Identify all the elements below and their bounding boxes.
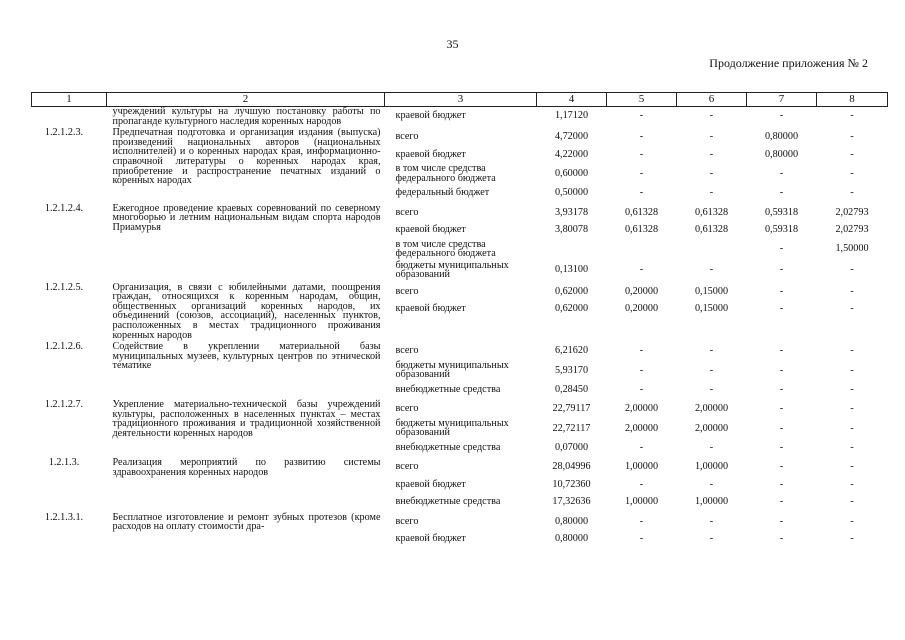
amount-value: - [850, 364, 854, 376]
amount-value [537, 239, 607, 260]
row-spacer [32, 548, 888, 550]
table-row [32, 458, 888, 511]
item-code: 1.2.1.2.3. [44, 127, 84, 139]
amount-cell [817, 513, 888, 548]
amount-value: - [779, 109, 784, 121]
amount-value: 0,62000 [554, 285, 589, 297]
funding-source: бюджеты муниципальных образований [395, 417, 509, 439]
amount-value: 0,61328 [694, 206, 729, 218]
amount-value: - [850, 285, 854, 297]
funding-source-cell [385, 107, 537, 127]
amount-value: - [779, 264, 784, 276]
amount-cell [537, 342, 607, 398]
table-row [32, 204, 888, 281]
amount-value: - [850, 478, 854, 490]
amount-value: 0,80000 [764, 131, 799, 143]
amount-value: - [709, 345, 714, 357]
amount-value: - [709, 167, 714, 179]
item-title: учреждений культуры на лучшую постановку работы по пропаганде культурного наследия коренных народов [112, 106, 381, 127]
page-number: 35 [446, 37, 459, 51]
budget-table [31, 92, 888, 550]
amount-value: 0,61328 [624, 224, 659, 236]
amount-value: - [779, 364, 784, 376]
funding-source: всего [395, 515, 419, 527]
amount-value: - [850, 515, 854, 527]
amount-cell [817, 458, 888, 511]
amount-value: - [639, 383, 644, 395]
amount-value: - [850, 131, 854, 143]
amount-value: - [779, 515, 784, 527]
table-row [32, 400, 888, 456]
amount-value: - [709, 383, 714, 395]
item-code: 1.2.1.2.7. [44, 399, 84, 411]
item-title: Бесплатное изготовление и ремонт зубных протезов (кроме расходов на оплату стоимости дра- [112, 511, 381, 533]
column-header: 7 [747, 93, 817, 107]
amount-value: 17,32636 [552, 496, 591, 508]
amount-value: - [779, 403, 784, 415]
amount-value: - [779, 461, 784, 473]
amount-value: - [850, 383, 854, 395]
amount-value: 3,80078 [554, 224, 589, 236]
amount-value: - [850, 345, 854, 357]
amount-cell [747, 458, 817, 511]
amount-value: - [709, 264, 714, 276]
amount-cell [607, 204, 677, 281]
amount-value: 1,50000 [835, 243, 869, 255]
amount-value: - [779, 285, 784, 297]
amount-cell [677, 204, 747, 281]
amount-value: - [850, 303, 854, 315]
amount-value: 0,59318 [764, 206, 799, 218]
amount-cell [677, 513, 747, 548]
amount-value: 4,22000 [554, 148, 589, 160]
amount-value: - [709, 148, 714, 160]
amount-value: - [639, 131, 644, 143]
amount-value: - [639, 515, 644, 527]
funding-source: всего [395, 345, 419, 357]
amount-value: - [850, 167, 854, 179]
amount-value: 0,61328 [694, 224, 729, 236]
amount-value: - [779, 496, 784, 508]
funding-source: бюджеты муниципальных образований [395, 259, 509, 281]
item-title: Предпечатная подготовка и организация издания (выпуска) произведений национальных авторов (национальных исполнителей) и о коренных народах края, информационно-справочной литературы о коренных народах края, приобретение и распространение печатных изданий о коренных народах [112, 127, 381, 187]
funding-source: в том числе средства федерального бюджета [395, 163, 496, 184]
item-code [32, 107, 107, 127]
amount-cell [607, 128, 677, 202]
amount-cell [747, 342, 817, 398]
amount-value: - [779, 383, 784, 395]
amount-value: - [779, 167, 784, 179]
funding-source: внебюджетные средства [395, 496, 501, 508]
amount-cell [537, 400, 607, 456]
amount-value: - [709, 478, 714, 490]
amount-value: - [850, 148, 854, 160]
amount-value: - [639, 441, 644, 453]
amount-cell [607, 342, 677, 398]
amount-value: 1,00000 [624, 496, 659, 508]
funding-source: бюджеты муниципальных образований [395, 359, 509, 381]
amount-value: - [779, 478, 784, 490]
amount-value: 28,04996 [552, 461, 591, 473]
amount-cell [817, 204, 888, 281]
amount-value: 0,13100 [554, 264, 589, 276]
amount-value: - [639, 167, 644, 179]
item-code: 1.2.1.2.5. [44, 281, 84, 293]
amount-cell [537, 107, 607, 127]
column-header: 4 [537, 93, 607, 107]
amount-value: - [779, 303, 784, 315]
amount-cell [677, 128, 747, 202]
amount-value: 1,17120 [554, 109, 589, 121]
amount-value: 0,20000 [624, 285, 659, 297]
column-header: 8 [817, 93, 888, 107]
amount-value [607, 239, 677, 260]
amount-value: 2,00000 [694, 422, 729, 434]
amount-cell [747, 283, 817, 341]
amount-cell [607, 283, 677, 341]
amount-value: 22,79117 [552, 403, 591, 415]
funding-source: краевой бюджет [395, 148, 466, 160]
funding-source: краевой бюджет [395, 303, 466, 315]
amount-cell [537, 458, 607, 511]
amount-value: 0,80000 [554, 533, 589, 545]
amount-cell [817, 128, 888, 202]
amount-value: 0,60000 [554, 167, 589, 179]
continuation-label: Продолжение приложения № 2 [709, 56, 868, 70]
amount-value: - [850, 403, 854, 415]
amount-value: - [850, 422, 854, 434]
amount-value: 6,21620 [554, 345, 589, 357]
amount-value: 0,80000 [764, 148, 799, 160]
item-title: Укрепление материально-технической базы учреждений культуры, расположенных в населенных пунктах – местах традиционного проживания и традиционной хозяйственной деятельности коренных народов [112, 399, 381, 440]
funding-source-cell [385, 283, 537, 341]
amount-value: 2,00000 [624, 422, 659, 434]
funding-source-cell [385, 128, 537, 202]
amount-value: 0,20000 [624, 303, 659, 315]
table-row [32, 342, 888, 398]
funding-source: всего [395, 285, 419, 297]
amount-value: - [639, 478, 644, 490]
amount-cell [537, 128, 607, 202]
amount-value [677, 239, 747, 260]
amount-value: - [639, 187, 644, 199]
amount-value: 0,50000 [554, 187, 589, 199]
column-header: 2 [107, 93, 385, 107]
item-code: 1.2.1.2.4. [44, 202, 84, 214]
amount-value: - [709, 131, 714, 143]
amount-cell [677, 342, 747, 398]
amount-cell [817, 107, 888, 127]
amount-cell [537, 204, 607, 281]
funding-source: краевой бюджет [395, 533, 466, 545]
amount-value: 1,00000 [694, 461, 729, 473]
table-row [32, 513, 888, 548]
amount-value: - [639, 345, 644, 357]
amount-value: - [779, 187, 784, 199]
amount-value: 2,02793 [835, 224, 869, 236]
item-title: Содействие в укреплении материальной базы муниципальных музеев, культурных центров по этнической тематике [112, 341, 381, 372]
amount-cell [817, 342, 888, 398]
funding-source: краевой бюджет [395, 224, 466, 236]
item-code: 1.2.1.3.1. [44, 511, 84, 523]
amount-value: 0,62000 [554, 303, 589, 315]
table-body [32, 107, 888, 550]
amount-value: 0,80000 [554, 515, 589, 527]
funding-source: всего [395, 403, 419, 415]
amount-value: 0,07000 [554, 441, 589, 453]
funding-source-cell [385, 458, 537, 511]
amount-cell [607, 513, 677, 548]
amount-cell [677, 458, 747, 511]
amount-value: 22,72117 [552, 422, 591, 434]
amount-value: - [850, 441, 854, 453]
funding-source: всего [395, 461, 419, 473]
amount-value: 2,00000 [694, 403, 729, 415]
amount-cell [537, 283, 607, 341]
column-header: 1 [32, 93, 107, 107]
amount-value: - [639, 264, 644, 276]
funding-source-cell [385, 400, 537, 456]
amount-value: - [709, 187, 714, 199]
amount-value: - [850, 264, 854, 276]
amount-value: - [709, 441, 714, 453]
amount-value: - [639, 148, 644, 160]
item-code: 1.2.1.3. [48, 457, 80, 469]
funding-source-cell [385, 204, 537, 281]
amount-value: - [850, 187, 854, 199]
amount-value: - [709, 515, 714, 527]
amount-cell [747, 107, 817, 127]
amount-value: - [639, 109, 644, 121]
amount-value: - [779, 422, 784, 434]
amount-cell [607, 458, 677, 511]
funding-source: федеральный бюджет [395, 187, 490, 199]
column-header: 6 [677, 93, 747, 107]
amount-value: - [850, 109, 854, 121]
item-title: Реализация мероприятий по развитию системы здравоохранения коренных народов [112, 457, 381, 478]
amount-value: 0,59318 [764, 224, 799, 236]
amount-value: - [709, 364, 714, 376]
funding-source-cell [385, 342, 537, 398]
column-header: 5 [607, 93, 677, 107]
amount-value: - [850, 533, 854, 545]
amount-cell [747, 128, 817, 202]
amount-value: 3,93178 [554, 206, 589, 218]
amount-value: - [850, 496, 854, 508]
amount-value: - [779, 533, 784, 545]
amount-value: 5,93170 [554, 364, 589, 376]
column-header: 3 [385, 93, 537, 107]
row-spacer-cell [32, 548, 888, 550]
amount-value: 4,72000 [554, 131, 589, 143]
item-title: Ежегодное проведение краевых соревнований по северному многоборью и летним национальным видам спорта народов Приамурья [112, 202, 381, 233]
amount-cell [537, 513, 607, 548]
amount-value: 2,00000 [624, 403, 659, 415]
amount-cell [607, 107, 677, 127]
amount-value: 0,28450 [554, 383, 589, 395]
amount-cell [817, 283, 888, 341]
amount-cell [747, 204, 817, 281]
amount-value: - [779, 345, 784, 357]
funding-source: краевой бюджет [395, 478, 466, 490]
amount-cell [607, 400, 677, 456]
amount-value: - [709, 109, 714, 121]
amount-cell [677, 107, 747, 127]
funding-source: всего [395, 206, 419, 218]
amount-cell [747, 400, 817, 456]
funding-source-cell [385, 513, 537, 548]
amount-cell [677, 400, 747, 456]
amount-value: - [639, 364, 644, 376]
funding-source: внебюджетные средства [395, 441, 501, 453]
amount-cell [747, 513, 817, 548]
table-row [32, 283, 888, 341]
amount-value: 0,61328 [624, 206, 659, 218]
amount-value: - [639, 533, 644, 545]
funding-source: всего [395, 131, 419, 143]
amount-value: 1,00000 [694, 496, 729, 508]
amount-value: 1,00000 [624, 461, 659, 473]
amount-value: 0,15000 [694, 285, 729, 297]
item-code: 1.2.1.2.6. [44, 341, 84, 353]
funding-source: в том числе средства федерального бюджета [395, 238, 496, 260]
amount-value: - [779, 243, 784, 255]
amount-value: - [850, 461, 854, 473]
table-row [32, 107, 888, 127]
amount-value: - [779, 441, 784, 453]
amount-value: 0,15000 [694, 303, 729, 315]
amount-cell [677, 283, 747, 341]
funding-source: краевой бюджет [395, 109, 466, 121]
amount-cell [817, 400, 888, 456]
table-row [32, 128, 888, 202]
column-number-header-row [32, 93, 888, 107]
item-title: Организация, в связи с юбилейными датами, поощрения граждан, относящихся к коренным народам, общин, общественных организаций коренных народов, их объединений (союзов, ассоциаций), населенных пунктов, расположенных в местах традиционного проживания коренных народов [112, 281, 381, 341]
amount-value: 2,02793 [835, 206, 869, 218]
funding-source: внебюджетные средства [395, 383, 501, 395]
amount-value: 10,72360 [552, 478, 591, 490]
amount-value: - [709, 533, 714, 545]
